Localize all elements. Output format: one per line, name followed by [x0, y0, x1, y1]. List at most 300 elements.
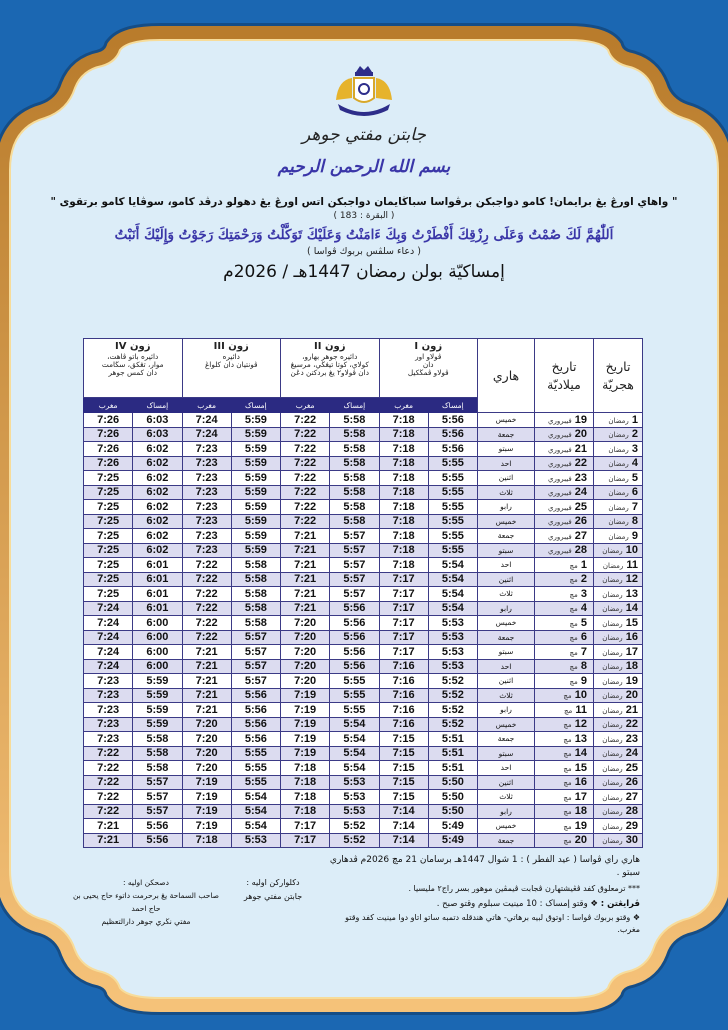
hijri-day: 20 [625, 689, 638, 702]
gregorian-day: 3 [580, 587, 587, 600]
hijri-day: 22 [625, 718, 638, 731]
zone-2-maghrib-time: 7:19 [281, 717, 330, 732]
hijri-date-cell [594, 543, 643, 558]
hijri-date-cell [594, 674, 643, 689]
zone-3-imsak-time: 5:59 [231, 456, 280, 471]
zone-1-imsak-time: 5:56 [428, 442, 477, 457]
hijri-date-cell [594, 833, 643, 848]
hijri-date-cell [594, 688, 643, 703]
hijri-month: رمضان [602, 619, 623, 628]
header-text-block [40, 196, 688, 283]
zone-3-imsak-time: 5:56 [231, 703, 280, 718]
gregorian-day: 13 [574, 732, 587, 745]
zone-4-imsak-time: 5:57 [133, 775, 182, 790]
gregorian-day: 20 [574, 428, 587, 441]
zone-2-maghrib-time: 7:21 [281, 543, 330, 558]
zone-desc: دان [422, 359, 434, 369]
hijri-date-cell [594, 645, 643, 660]
zone-1-maghrib-time: 7:15 [379, 790, 428, 805]
zone-2-maghrib-time: 7:20 [281, 645, 330, 660]
zone-4-imsak-time: 6:01 [133, 601, 182, 616]
hijri-month: رمضان [602, 822, 623, 831]
zone-desc: دان كمس جوهر [108, 368, 157, 378]
gregorian-month: مچ [569, 576, 578, 585]
zone-4-maghrib-time: 7:25 [84, 500, 133, 515]
day-name: احد [500, 458, 512, 468]
gregorian-day: 20 [574, 834, 587, 847]
table-row [84, 587, 643, 602]
zone-2-imsak-time: 5:58 [330, 456, 379, 471]
hijri-month: رمضان [602, 735, 623, 744]
zone-1-imsak-time: 5:50 [428, 804, 477, 819]
zone-4-maghrib-header: مغرب [84, 398, 133, 413]
zone-3-imsak-time: 5:59 [231, 485, 280, 500]
zone-3-maghrib-time: 7:22 [182, 630, 231, 645]
zone-2-maghrib-time: 7:20 [281, 674, 330, 689]
zone-2-maghrib-time: 7:17 [281, 819, 330, 834]
hijri-day: 5 [631, 471, 638, 484]
gregorian-day: 10 [574, 689, 587, 702]
zone-4-imsak-time: 5:56 [133, 833, 182, 848]
gregorian-month: فيبروري [548, 532, 572, 541]
table-row [84, 804, 643, 819]
gregorian-date-cell [535, 514, 594, 529]
gregorian-day: 22 [574, 457, 587, 470]
zone-1-imsak-time: 5:54 [428, 601, 477, 616]
eid-announcement: هاري راي ڤواسا ( عيد الفطر ) : 1 شوال 1447هـ برسامان 21 مچ 2026م ڤدهاري سبتو . [329, 855, 640, 878]
zone-2-maghrib-time: 7:22 [281, 413, 330, 428]
zone-1-imsak-time: 5:49 [428, 833, 477, 848]
day-name: خميس [495, 719, 517, 729]
zone-2-maghrib-time: 7:22 [281, 500, 330, 515]
zone-1-imsak-time: 5:55 [428, 485, 477, 500]
gregorian-month: مچ [569, 663, 578, 672]
gregorian-day: 2 [580, 573, 587, 586]
zone-2-imsak-time: 5:54 [330, 746, 379, 761]
zone-3-maghrib-time: 7:23 [182, 514, 231, 529]
gregorian-day: 8 [580, 660, 587, 673]
iftar-dua: اَللّٰهُمَّ لَكَ صُمْتُ وَعَلَى رِزْقِكَ أَفْطَرْتُ وَبِكَ ءَامَنْتُ وَعَلَيْكَ تَوَكَّلْتُ وَرَحْمَتِكَ رَجَوْتُ وَإِلَيْكَ أَنَبْتُ [114, 227, 614, 243]
zone-2-maghrib-time: 7:20 [281, 616, 330, 631]
day-cell [478, 500, 535, 515]
gregorian-day: 1 [580, 558, 587, 571]
zone-1-maghrib-time: 7:17 [379, 645, 428, 660]
zone-2-imsak-time: 5:53 [330, 790, 379, 805]
zone-1-maghrib-time: 7:18 [379, 485, 428, 500]
zone-2-maghrib-time: 7:19 [281, 688, 330, 703]
day-cell [478, 514, 535, 529]
zone-1-imsak-time: 5:55 [428, 529, 477, 544]
zone-4-imsak-time: 6:01 [133, 587, 182, 602]
hijri-date-cell [594, 819, 643, 834]
hijri-date-cell [594, 630, 643, 645]
day-cell [478, 456, 535, 471]
zone-desc: دائيره [222, 351, 240, 361]
hijri-day: 17 [625, 645, 638, 658]
gregorian-month: مچ [563, 793, 572, 802]
day-name: سبتو [498, 647, 514, 657]
quran-quote: " واهاي اورڠ يڠ برايمان! كامو دواجبکن برڤواسا سباڬايمان دواجبکن اتس اورڠ يڠ دهولو درڤد كامو، سوڤايا كامو برتقوى " [50, 196, 678, 208]
zone-4-imsak-time: 6:02 [133, 442, 182, 457]
zone-1-maghrib-time: 7:17 [379, 587, 428, 602]
zone-3-maghrib-time: 7:24 [182, 413, 231, 428]
hijri-date-cell [594, 587, 643, 602]
zone-name: زون II [314, 341, 346, 352]
zone-3-imsak-time: 5:59 [231, 543, 280, 558]
gregorian-month: فيبروري [548, 431, 572, 440]
table-row [84, 616, 643, 631]
gregorian-month: مچ [563, 779, 572, 788]
zone-4-imsak-time: 5:58 [133, 732, 182, 747]
day-name: خميس [495, 618, 517, 628]
gregorian-date-cell [535, 790, 594, 805]
day-cell [478, 674, 535, 689]
zone-3-maghrib-time: 7:19 [182, 790, 231, 805]
zone-4-maghrib-time: 7:24 [84, 659, 133, 674]
gregorian-month: فيبروري [548, 474, 572, 483]
zone-2-imsak-time: 5:54 [330, 732, 379, 747]
hijri-date-cell [594, 572, 643, 587]
hijri-day: 8 [631, 515, 638, 528]
zone-3-imsak-time: 5:56 [231, 717, 280, 732]
zone-4-maghrib-time: 7:22 [84, 804, 133, 819]
day-name: خميس [495, 821, 517, 831]
zone-1-imsak-time: 5:52 [428, 674, 477, 689]
gregorian-date-cell [535, 833, 594, 848]
issuer-name: جابتن مفتي جوهر [243, 892, 303, 901]
gregorian-date-cell [535, 442, 594, 457]
gregorian-day: 21 [574, 442, 587, 455]
day-name: جمعة [497, 429, 515, 439]
table-row [84, 514, 643, 529]
hijri-date-cell [594, 775, 643, 790]
hijri-month: رمضان [602, 590, 623, 599]
header-day: هاري [478, 339, 535, 413]
zone-4-imsak-time: 6:01 [133, 558, 182, 573]
day-cell [478, 471, 535, 486]
footer-notes [322, 854, 640, 936]
zone-1-imsak-time: 5:55 [428, 456, 477, 471]
zone-2-header [281, 339, 380, 398]
zone-3-maghrib-time: 7:21 [182, 645, 231, 660]
zone-3-imsak-time: 5:59 [231, 413, 280, 428]
day-name: احد [500, 661, 512, 671]
hijri-month: رمضان [608, 431, 629, 440]
zone-3-imsak-time: 5:54 [231, 819, 280, 834]
zone-3-imsak-time: 5:59 [231, 529, 280, 544]
zone-4-maghrib-time: 7:22 [84, 746, 133, 761]
table-row [84, 775, 643, 790]
zone-desc: كولاي، كوتا تيڠڬي، مرسيڠ [290, 359, 369, 369]
zone-4-imsak-time: 6:00 [133, 616, 182, 631]
zone-4-maghrib-time: 7:23 [84, 732, 133, 747]
table-row [84, 456, 643, 471]
gregorian-month: مچ [563, 721, 572, 730]
gregorian-month: فيبروري [548, 460, 572, 469]
table-row [84, 601, 643, 616]
zone-4-header [84, 339, 183, 398]
hijri-date-cell [594, 471, 643, 486]
hijri-month: رمضان [608, 532, 629, 541]
zone-2-maghrib-time: 7:22 [281, 427, 330, 442]
gregorian-day: 19 [574, 413, 587, 426]
gregorian-day: 6 [580, 631, 587, 644]
gregorian-date-cell [535, 616, 594, 631]
zone-4-imsak-time: 6:02 [133, 543, 182, 558]
gregorian-day: 15 [574, 761, 587, 774]
zone-name: زون IV [115, 341, 151, 352]
day-cell [478, 659, 535, 674]
zone-4-imsak-time: 5:59 [133, 674, 182, 689]
zone-4-maghrib-time: 7:25 [84, 485, 133, 500]
zone-2-maghrib-time: 7:21 [281, 587, 330, 602]
zone-4-maghrib-time: 7:23 [84, 717, 133, 732]
zone-2-maghrib-time: 7:21 [281, 601, 330, 616]
zone-1-maghrib-time: 7:15 [379, 775, 428, 790]
hijri-month: رمضان [602, 779, 623, 788]
table-row [84, 471, 643, 486]
day-cell [478, 790, 535, 805]
zone-4-maghrib-time: 7:24 [84, 630, 133, 645]
zone-3-imsak-time: 5:55 [231, 775, 280, 790]
zone-2-maghrib-time: 7:22 [281, 471, 330, 486]
zone-2-imsak-time: 5:58 [330, 413, 379, 428]
zone-desc: موار، تڠكق، سڬامت [101, 359, 164, 369]
zone-4-maghrib-time: 7:22 [84, 761, 133, 776]
gregorian-date-cell [535, 688, 594, 703]
hijri-month: رمضان [602, 605, 623, 614]
zone-3-maghrib-time: 7:22 [182, 572, 231, 587]
gregorian-day: 7 [580, 645, 587, 658]
zone-3-maghrib-time: 7:23 [182, 456, 231, 471]
zone-3-maghrib-header: مغرب [182, 398, 231, 413]
table-row [84, 761, 643, 776]
zone-1-maghrib-time: 7:16 [379, 688, 428, 703]
zone-3-imsak-time: 5:55 [231, 746, 280, 761]
table-row [84, 572, 643, 587]
hijri-month: رمضان [608, 474, 629, 483]
day-name: سبتو [498, 444, 514, 454]
zone-3-maghrib-time: 7:23 [182, 529, 231, 544]
zone-3-imsak-time: 5:58 [231, 558, 280, 573]
day-name: سبتو [498, 545, 514, 555]
gregorian-day: 25 [574, 500, 587, 513]
hijri-day: 12 [625, 573, 638, 586]
zone-1-maghrib-time: 7:18 [379, 456, 428, 471]
zone-2-maghrib-time: 7:17 [281, 833, 330, 848]
zone-3-imsak-time: 5:59 [231, 514, 280, 529]
day-name: ثلاث [499, 792, 513, 802]
hijri-month: رمضان [602, 793, 623, 802]
zone-3-maghrib-time: 7:24 [182, 427, 231, 442]
zone-4-maghrib-time: 7:25 [84, 543, 133, 558]
zone-3-maghrib-time: 7:19 [182, 804, 231, 819]
zone-3-maghrib-time: 7:19 [182, 819, 231, 834]
gregorian-date-cell [535, 659, 594, 674]
table-row [84, 833, 643, 848]
hijri-day: 24 [625, 747, 638, 760]
zone-4-imsak-time: 6:02 [133, 514, 182, 529]
hijri-day: 9 [631, 529, 638, 542]
zone-1-maghrib-time: 7:15 [379, 732, 428, 747]
day-name: سبتو [498, 748, 514, 758]
gregorian-day: 26 [574, 515, 587, 528]
day-cell [478, 601, 535, 616]
zone-3-maghrib-time: 7:23 [182, 485, 231, 500]
day-name: خميس [495, 415, 517, 425]
zone-4-maghrib-time: 7:25 [84, 558, 133, 573]
zone-2-maghrib-time: 7:19 [281, 703, 330, 718]
zone-3-maghrib-time: 7:20 [182, 746, 231, 761]
zone-4-imsak-header: إمساک [133, 398, 182, 413]
hijri-month: رمضان [608, 445, 629, 454]
table-row [84, 630, 643, 645]
day-name: اثنين [498, 473, 514, 483]
day-cell [478, 645, 535, 660]
day-cell [478, 775, 535, 790]
issued-label: دكلواركن اوليه : [246, 878, 300, 887]
zone-2-imsak-time: 5:58 [330, 514, 379, 529]
day-cell [478, 630, 535, 645]
zone-3-maghrib-time: 7:22 [182, 587, 231, 602]
zone-2-imsak-time: 5:57 [330, 558, 379, 573]
zone-1-maghrib-time: 7:14 [379, 804, 428, 819]
gregorian-month: مچ [563, 808, 572, 817]
zone-2-imsak-time: 5:56 [330, 645, 379, 660]
zone-4-maghrib-time: 7:25 [84, 572, 133, 587]
table-row [84, 427, 643, 442]
hijri-date-cell [594, 732, 643, 747]
hijri-day: 28 [625, 805, 638, 818]
gregorian-month: مچ [569, 605, 578, 614]
zone-3-maghrib-time: 7:20 [182, 761, 231, 776]
zone-3-imsak-time: 5:58 [231, 601, 280, 616]
department-name: جابتن مفتي جوهر [302, 125, 426, 145]
footer-signers [70, 876, 314, 928]
zone-2-maghrib-time: 7:22 [281, 442, 330, 457]
zone-2-imsak-time: 5:55 [330, 674, 379, 689]
zone-2-imsak-time: 5:58 [330, 427, 379, 442]
zone-2-maghrib-time: 7:18 [281, 804, 330, 819]
gregorian-day: 14 [574, 747, 587, 760]
reminder-imsak [322, 898, 640, 910]
zone-1-imsak-time: 5:53 [428, 645, 477, 660]
gregorian-date-cell [535, 819, 594, 834]
zone-4-imsak-time: 6:00 [133, 630, 182, 645]
hijri-month: رمضان [602, 706, 623, 715]
zone-4-maghrib-time: 7:21 [84, 819, 133, 834]
day-name: جمعة [497, 734, 515, 744]
zone-4-maghrib-time: 7:25 [84, 529, 133, 544]
zone-1-imsak-time: 5:51 [428, 746, 477, 761]
hijri-day: 21 [625, 703, 638, 716]
day-name: جمعة [497, 531, 515, 541]
gregorian-month: فيبروري [548, 445, 572, 454]
hijri-month: رمضان [608, 460, 629, 469]
approved-by [70, 876, 222, 928]
gregorian-month: مچ [563, 735, 572, 744]
hijri-day: 14 [625, 602, 638, 615]
hijri-day: 26 [625, 776, 638, 789]
hijri-day: 29 [625, 819, 638, 832]
zone-2-maghrib-header: مغرب [281, 398, 330, 413]
gregorian-date-cell [535, 471, 594, 486]
zone-3-imsak-time: 5:54 [231, 790, 280, 805]
zone-1-maghrib-header: مغرب [379, 398, 428, 413]
zone-1-imsak-time: 5:55 [428, 514, 477, 529]
gregorian-date-cell [535, 703, 594, 718]
hijri-month: رمضان [608, 416, 629, 425]
zone-4-maghrib-time: 7:26 [84, 427, 133, 442]
hijri-date-cell [594, 761, 643, 776]
hijri-month: رمضان [608, 503, 629, 512]
zone-4-maghrib-time: 7:26 [84, 442, 133, 457]
reminder-text: ❖ وقتو إمساک : 10 مينيت سبلوم وقتو صبح . [436, 899, 599, 909]
reminder-iftar: ❖ وقتو بربوك ڤواسا : اوتوق لبيه برهاتي- هاتي هندقله دتمبه ساتو اتاو دوا مينيت كفد وقتو مغرب. [345, 913, 640, 934]
zone-1-imsak-header: إمساک [428, 398, 477, 413]
zone-3-imsak-time: 5:59 [231, 471, 280, 486]
hijri-month: رمضان [608, 489, 629, 498]
zone-2-imsak-time: 5:52 [330, 819, 379, 834]
hijri-month: رمضان [602, 561, 624, 570]
zone-2-imsak-time: 5:55 [330, 688, 379, 703]
zone-1-maghrib-time: 7:18 [379, 427, 428, 442]
zone-4-maghrib-time: 7:25 [84, 587, 133, 602]
zone-1-imsak-time: 5:55 [428, 500, 477, 515]
zone-1-imsak-time: 5:53 [428, 630, 477, 645]
zone-2-maghrib-time: 7:22 [281, 485, 330, 500]
hijri-day: 11 [626, 558, 638, 571]
zone-1-imsak-time: 5:49 [428, 819, 477, 834]
approved-label: دصحكن اوليه : [123, 878, 169, 887]
gregorian-date-cell [535, 761, 594, 776]
zone-3-maghrib-time: 7:18 [182, 833, 231, 848]
zone-1-header [379, 339, 478, 398]
table-row [84, 529, 643, 544]
gregorian-date-cell [535, 500, 594, 515]
gregorian-date-cell [535, 413, 594, 428]
zone-1-maghrib-time: 7:15 [379, 761, 428, 776]
zone-3-imsak-time: 5:58 [231, 616, 280, 631]
gregorian-month: فيبروري [548, 503, 572, 512]
zone-3-maghrib-time: 7:20 [182, 732, 231, 747]
day-name: جمعة [497, 835, 515, 845]
day-name: جمعة [497, 632, 515, 642]
zone-1-maghrib-time: 7:16 [379, 674, 428, 689]
quote-reference: ( البقرة : 183 ) [333, 211, 395, 221]
hijri-date-cell [594, 514, 643, 529]
hijri-month: رمضان [602, 750, 623, 759]
coat-of-arms-logo [330, 64, 398, 122]
zone-1-imsak-time: 5:53 [428, 616, 477, 631]
zone-4-imsak-time: 6:00 [133, 645, 182, 660]
hijri-month: رمضان [602, 576, 623, 585]
zone-3-imsak-time: 5:57 [231, 659, 280, 674]
imsakiyah-table [83, 338, 643, 848]
zone-2-maghrib-time: 7:22 [281, 514, 330, 529]
zone-3-maghrib-time: 7:19 [182, 775, 231, 790]
zone-2-imsak-time: 5:56 [330, 601, 379, 616]
hijri-date-cell [594, 529, 643, 544]
day-cell [478, 833, 535, 848]
gregorian-date-cell [535, 485, 594, 500]
gregorian-month: مچ [569, 619, 578, 628]
zone-4-maghrib-time: 7:24 [84, 616, 133, 631]
zone-1-maghrib-time: 7:17 [379, 616, 428, 631]
hijri-date-cell [594, 558, 643, 573]
zone-1-imsak-time: 5:51 [428, 761, 477, 776]
zone-desc: ڤولاو اور [415, 351, 442, 361]
